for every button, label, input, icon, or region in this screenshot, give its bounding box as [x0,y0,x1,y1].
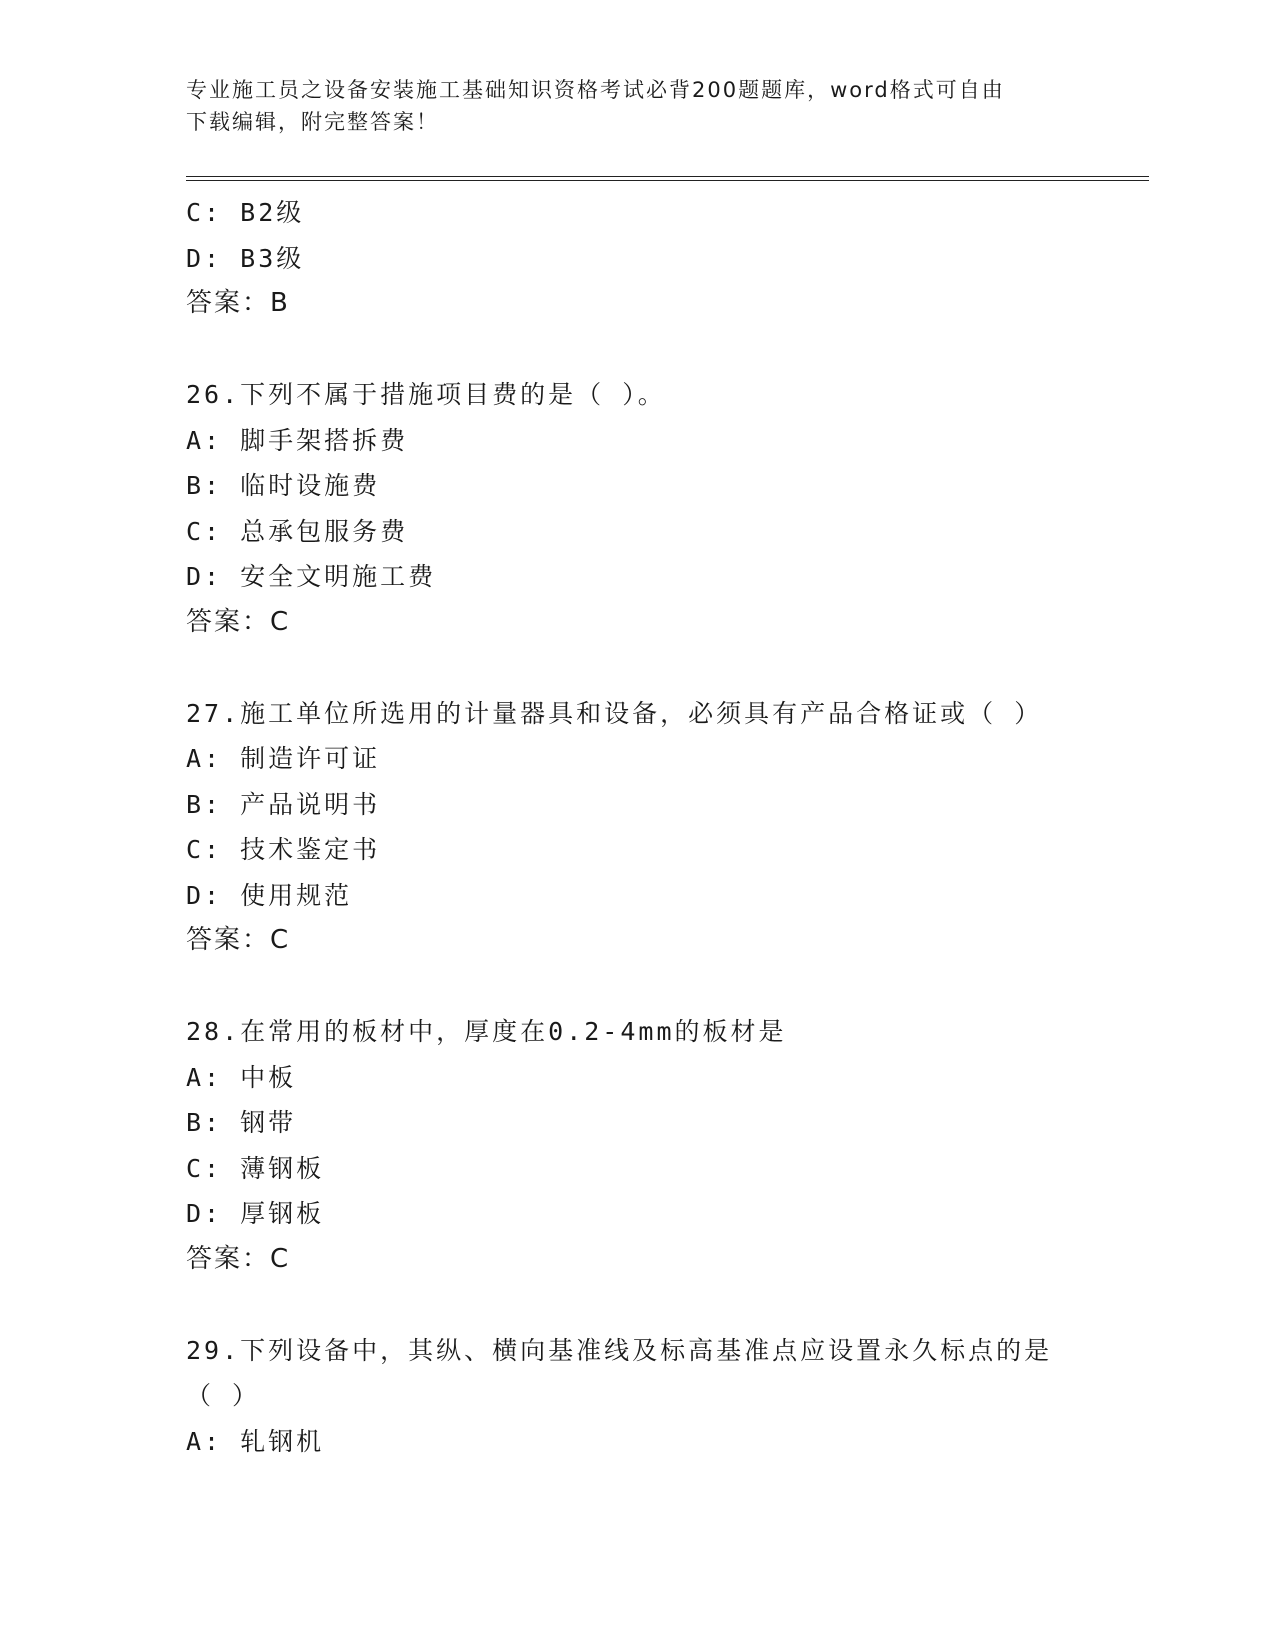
option-b: B: 产品说明书 [186,789,381,819]
header-line-1: 专业施工员之设备安装施工基础知识资格考试必背200题题库，word格式可自由 [186,78,1005,102]
option-a: A: 轧钢机 [186,1426,325,1456]
option-d: D: 安全文明施工费 [186,562,437,591]
answer: 答案：C [186,1243,291,1274]
option-d: D: 使用规范 [186,880,353,910]
question-list [186,190,1086,1464]
question-text-line-2: （ ） [186,1381,261,1410]
option-c: C: 薄钢板 [186,1153,325,1183]
option-d: D: 厚钢板 [186,1199,325,1228]
answer: 答案：B [186,288,290,318]
header-divider [186,176,1149,181]
option-a: A: 制造许可证 [186,744,381,773]
option-c: C: 总承包服务费 [186,516,409,546]
question-block-29 [186,1328,1086,1465]
option-d: D: B3级 [186,243,305,273]
question-text: 27.施工单位所选用的计量器具和设备，必须具有产品合格证或（ ） [186,698,1043,728]
question-text: 28.在常用的板材中，厚度在0.2-4mm的板材是 [186,1017,787,1046]
answer: 答案：C [186,925,291,955]
header-line-2: 下载编辑，附完整答案！ [186,110,439,134]
option-b: B: 临时设施费 [186,471,381,500]
option-b: B: 钢带 [186,1108,297,1137]
option-a: A: 中板 [186,1062,297,1092]
option-c: C: B2级 [186,198,305,227]
question-block-25 [186,190,1086,327]
question-block-28 [186,1009,1086,1282]
option-c: C: 技术鉴定书 [186,835,381,864]
question-block-26 [186,372,1086,645]
question-block-27 [186,691,1086,964]
document-header [186,74,1086,138]
question-text: 26.下列不属于措施项目费的是（ ）。 [186,380,666,409]
option-a: A: 脚手架搭拆费 [186,425,409,455]
question-text-line-1: 29.下列设备中，其纵、横向基准线及标高基准点应设置永久标点的是 [186,1335,1053,1365]
answer: 答案：C [186,606,291,637]
